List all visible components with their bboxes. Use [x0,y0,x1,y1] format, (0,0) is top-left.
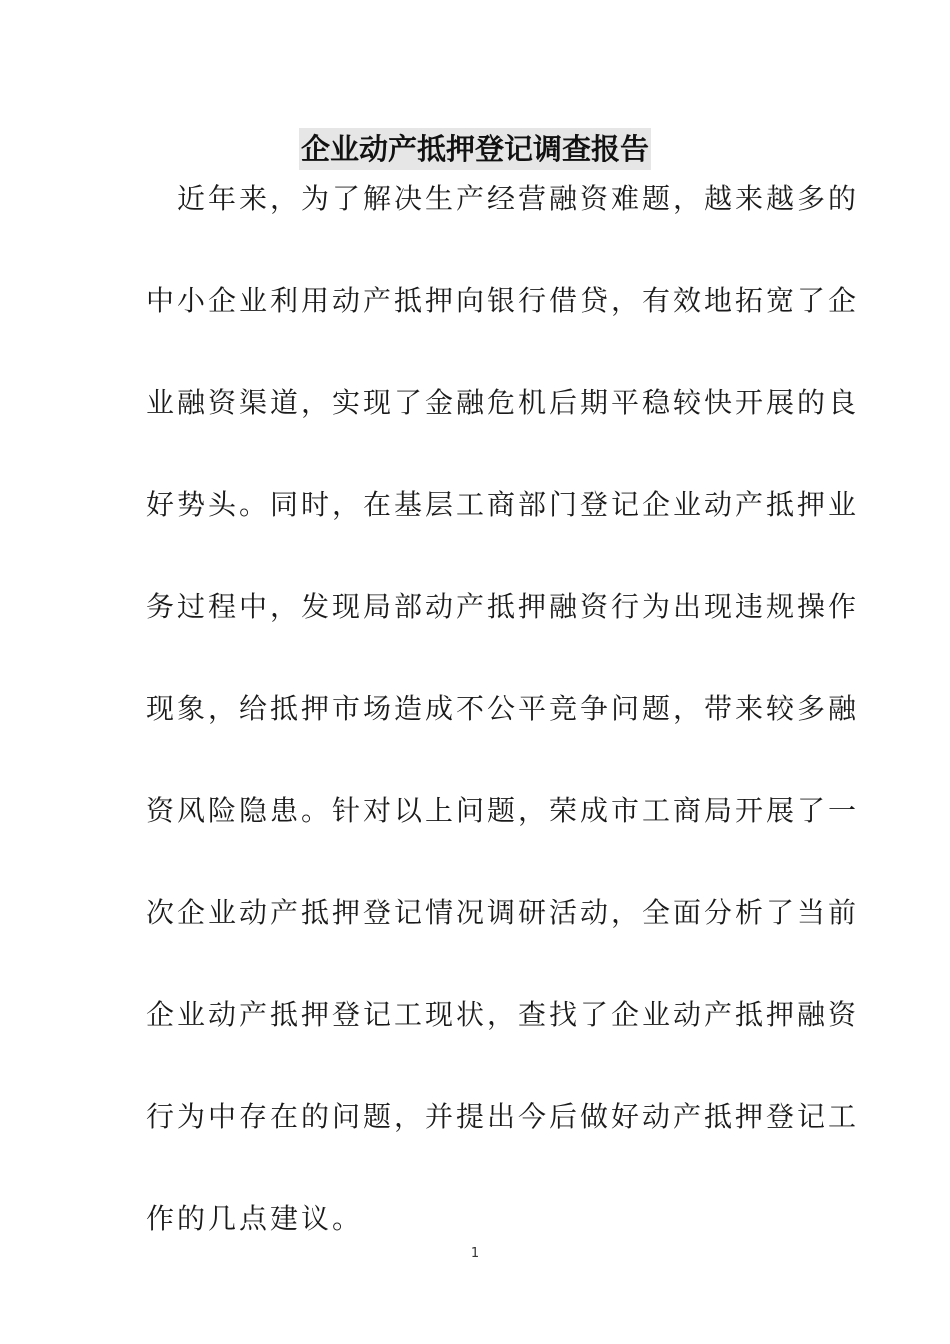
body-line: 现象，给抵押市场造成不公平竞争问题，带来较多融 [146,692,860,725]
body-line: 行为中存在的问题，并提出今后做好动产抵押登记工 [146,1100,860,1133]
title-container [0,128,950,170]
document-title: 企业动产抵押登记调查报告 [299,128,651,170]
body-line: 近年来，为了解决生产经营融资难题，越来越多的 [146,182,860,215]
body-line: 业融资渠道，实现了金融危机后期平稳较快开展的良 [146,386,860,419]
body-line: 好势头。同时，在基层工商部门登记企业动产抵押业 [146,488,860,521]
body-line: 次企业动产抵押登记情况调研活动，全面分析了当前 [146,896,860,929]
body-text [146,172,860,1294]
body-line: 中小企业利用动产抵押向银行借贷，有效地拓宽了企 [146,284,860,317]
body-line: 务过程中，发现局部动产抵押融资行为出现违规操作 [146,590,860,623]
body-line: 作的几点建议。 [146,1202,364,1235]
body-line: 资风险隐患。针对以上问题，荣成市工商局开展了一 [146,794,860,827]
body-line: 企业动产抵押登记工现状，查找了企业动产抵押融资 [146,998,860,1031]
page-number: 1 [470,1246,480,1261]
